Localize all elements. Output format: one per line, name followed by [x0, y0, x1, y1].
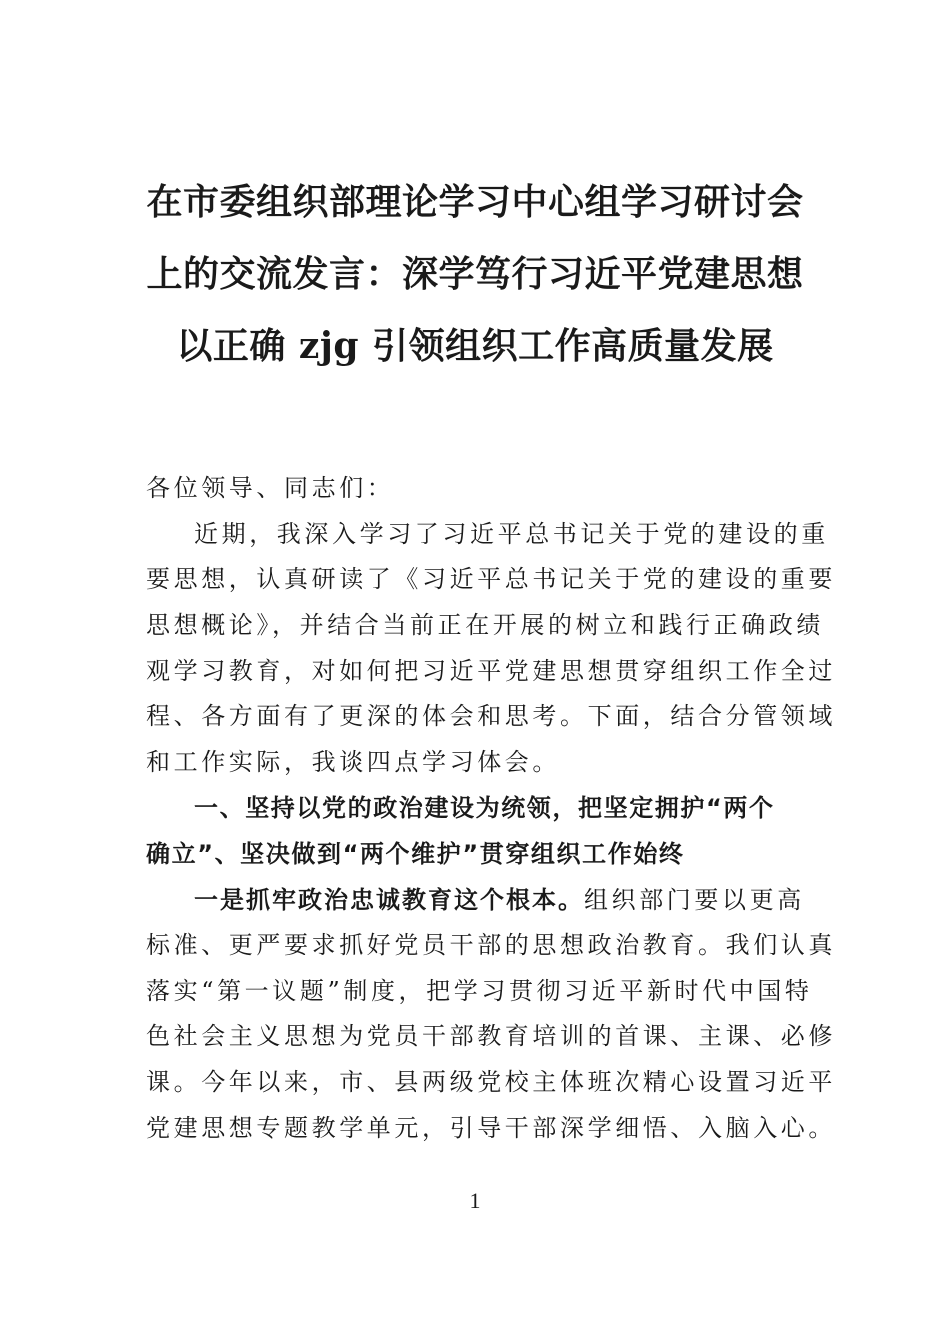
section-heading-line: 确立”、坚决做到“两个维护”贯穿组织工作始终: [146, 839, 685, 868]
document-title: [100, 166, 850, 382]
point-line: 课。今年以来，市、县两级党校主体班次精心设置习近平: [146, 1067, 836, 1096]
intro-line: 程、各方面有了更深的体会和思考。下面，结合分管领域: [146, 702, 836, 731]
intro-line: 近期，我深入学习了习近平总书记关于党的建设的重: [194, 519, 829, 548]
salutation: 各位领导、同志们：: [146, 474, 395, 502]
point-line: 党建思想专题教学单元，引导干部深学细悟、入脑入心。: [146, 1113, 836, 1142]
section-heading-line: 一、坚持以党的政治建设为统领，把坚定拥护“两个: [194, 793, 775, 822]
point-line: 色社会主义思想为党员干部教育培训的首课、主课、必修: [146, 1022, 836, 1051]
intro-line: 和工作实际，我谈四点学习体会。: [146, 748, 560, 777]
point-first-rest: 组织部门要以更高: [584, 886, 805, 915]
intro-line: 观学习教育，对如何把习近平党建思想贯穿组织工作全过: [146, 656, 836, 685]
intro-line: 思想概论》，并结合当前正在开展的树立和践行正确政绩: [146, 611, 824, 640]
page-number: 1: [469, 1188, 481, 1213]
document-body: [146, 466, 836, 1151]
intro-line: 要思想，认真研读了《习近平总书记关于党的建设的重要: [146, 565, 836, 594]
point-lead: 一是抓牢政治忠诚教育这个根本。: [194, 885, 584, 915]
title-line: 在市委组织部理论学习中心组学习研讨会: [146, 181, 804, 223]
point-first-line: [146, 877, 806, 923]
title-line: 上的交流发言：深学笃行习近平党建思想: [146, 253, 804, 295]
point-line: 标准、更严要求抓好党员干部的思想政治教育。我们认真: [146, 930, 836, 959]
point-line: 落实“第一议题”制度，把学习贯彻习近平新时代中国特: [146, 976, 813, 1005]
title-line: 以正确 zjg 引领组织工作高质量发展: [176, 325, 774, 367]
